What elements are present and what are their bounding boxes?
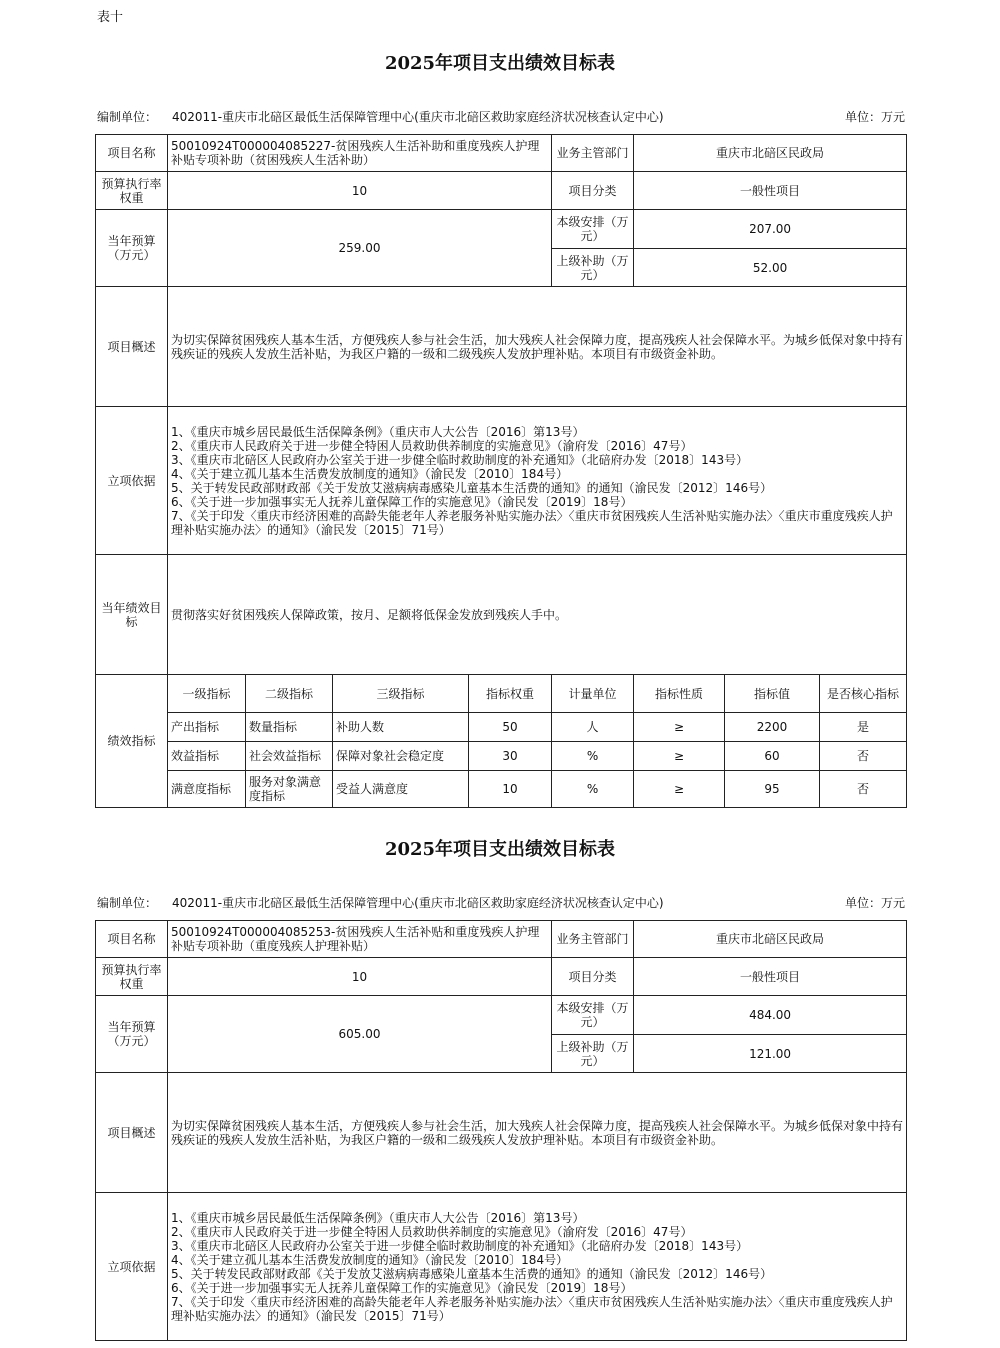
basis-item: 6、《关于进一步加强事实无人抚养儿童保障工作的实施意见》（渝民发〔2019〕18号） (171, 1280, 633, 1295)
performance-table-2 (95, 920, 907, 1341)
indicator-cell: 10 (469, 771, 552, 808)
org-label: 编制单位： (97, 110, 158, 124)
overview-label: 项目概述 (96, 1073, 168, 1193)
indicator-cell: 50 (469, 713, 552, 742)
indicator-cell: 否 (820, 742, 907, 771)
upper-value: 52.00 (634, 249, 907, 287)
basis-list (168, 407, 907, 555)
indicator-cell: 人 (552, 713, 634, 742)
category-label: 项目分类 (552, 172, 634, 210)
local-label: 本级安排（万元） (552, 210, 634, 249)
table-number-label: 表十 (97, 10, 124, 25)
basis-item: 4、《关于建立孤儿基本生活费发放制度的通知》（渝民发〔2010〕184号） (171, 466, 569, 481)
goal-label: 当年绩效目标 (96, 555, 168, 675)
indicator-cell: 2200 (725, 713, 820, 742)
basis-item: 2、《重庆市人民政府关于进一步健全特困人员救助供养制度的实施意见》（渝府发〔2016〕47号） (171, 438, 693, 453)
upper-label: 上级补助（万元） (552, 1035, 634, 1073)
local-value: 484.00 (634, 996, 907, 1035)
project-name-label: 项目名称 (96, 135, 168, 172)
indicator-cell: 95 (725, 771, 820, 808)
indicator-header: 指标值 (725, 675, 820, 713)
indicator-cell: % (552, 742, 634, 771)
goal-text: 贯彻落实好贫困残疾人保障政策，按月、足额将低保金发放到残疾人手中。 (168, 555, 907, 675)
indicator-cell: 否 (820, 771, 907, 808)
local-label: 本级安排（万元） (552, 996, 634, 1035)
org-name: 402011-重庆市北碚区最低生活保障管理中心(重庆市北碚区救助家庭经济状况核查认定中心) (172, 896, 664, 910)
upper-label: 上级补助（万元） (552, 249, 634, 287)
basis-list (168, 1193, 907, 1341)
table-1-title: 2025年项目支出绩效目标表 (384, 53, 616, 74)
indicator-cell: 30 (469, 742, 552, 771)
indicator-cell: ≥ (634, 742, 725, 771)
exec-weight-label: 预算执行率权重 (96, 172, 168, 210)
basis-item: 2、《重庆市人民政府关于进一步健全特困人员救助供养制度的实施意见》（渝府发〔2016〕47号） (171, 1224, 693, 1239)
indicator-cell: ≥ (634, 771, 725, 808)
unit-label: 单位：万元 (844, 896, 905, 910)
org-label: 编制单位： (97, 896, 158, 910)
indicator-cell: 60 (725, 742, 820, 771)
basis-label: 立项依据 (96, 407, 168, 555)
category-value: 一般性项目 (634, 172, 907, 210)
basis-item: 6、《关于进一步加强事实无人抚养儿童保障工作的实施意见》（渝民发〔2019〕18号） (171, 494, 633, 509)
dept-label: 业务主管部门 (552, 921, 634, 958)
basis-item: 1、《重庆市城乡居民最低生活保障条例》（重庆市人大公告〔2016〕第13号） (171, 1210, 585, 1225)
category-label: 项目分类 (552, 958, 634, 996)
indicator-header: 二级指标 (246, 675, 333, 713)
basis-item: 5、关于转发民政部财政部《关于发放艾滋病病毒感染儿童基本生活费的通知》的通知（渝民发〔2012〕146号） (171, 1266, 773, 1281)
basis-item: 3、《重庆市北碚区人民政府办公室关于进一步健全临时救助制度的补充通知》（北碚府办发〔2018〕143号） (171, 452, 749, 467)
indicator-header: 指标权重 (469, 675, 552, 713)
indicator-row (96, 713, 907, 742)
exec-weight-value: 10 (168, 958, 552, 996)
indicator-cell: 服务对象满意度指标 (246, 771, 333, 808)
indicator-cell: % (552, 771, 634, 808)
indicator-header: 三级指标 (333, 675, 469, 713)
indicator-cell: 满意度指标 (168, 771, 246, 808)
indicator-cell: 数量指标 (246, 713, 333, 742)
unit-label: 单位：万元 (844, 110, 905, 124)
upper-value: 121.00 (634, 1035, 907, 1073)
budget-label: 当年预算（万元） (96, 996, 168, 1073)
dept-value: 重庆市北碚区民政局 (634, 135, 907, 172)
basis-item: 5、关于转发民政部财政部《关于发放艾滋病病毒感染儿童基本生活费的通知》的通知（渝民发〔2012〕146号） (171, 480, 773, 495)
indicator-cell: 效益指标 (168, 742, 246, 771)
overview-text: 为切实保障贫困残疾人基本生活，方便残疾人参与社会生活，加大残疾人社会保障力度，提高残疾人社会保障水平。为城乡低保对象中持有残疾证的残疾人发放生活补贴，为我区户籍的一级和二级残疾人发放护理补贴。本项目有市级资金补助。 (168, 287, 907, 407)
org-name: 402011-重庆市北碚区最低生活保障管理中心(重庆市北碚区救助家庭经济状况核查认定中心) (172, 110, 664, 124)
budget-value: 259.00 (168, 210, 552, 287)
project-name-label: 项目名称 (96, 921, 168, 958)
exec-weight-value: 10 (168, 172, 552, 210)
budget-value: 605.00 (168, 996, 552, 1073)
overview-label: 项目概述 (96, 287, 168, 407)
basis-item: 7、《关于印发〈重庆市经济困难的高龄失能老年人养老服务补贴实施办法〉〈重庆市贫困残疾人生活补贴实施办法〉〈重庆市重度残疾人护理补贴实施办法〉的通知》（渝民发〔2015〕71号） (171, 508, 893, 537)
indicator-cell: 是 (820, 713, 907, 742)
indicator-header: 计量单位 (552, 675, 634, 713)
dept-label: 业务主管部门 (552, 135, 634, 172)
budget-label: 当年预算（万元） (96, 210, 168, 287)
indicator-cell: 保障对象社会稳定度 (333, 742, 469, 771)
exec-weight-label: 预算执行率权重 (96, 958, 168, 996)
local-value: 207.00 (634, 210, 907, 249)
performance-table-1 (95, 134, 907, 808)
indicator-cell: 受益人满意度 (333, 771, 469, 808)
category-value: 一般性项目 (634, 958, 907, 996)
indicator-cell: ≥ (634, 713, 725, 742)
basis-item: 4、《关于建立孤儿基本生活费发放制度的通知》（渝民发〔2010〕184号） (171, 1252, 569, 1267)
indicator-header: 指标性质 (634, 675, 725, 713)
indicators-label: 绩效指标 (96, 675, 168, 808)
indicator-cell: 社会效益指标 (246, 742, 333, 771)
basis-label: 立项依据 (96, 1193, 168, 1341)
indicator-header: 一级指标 (168, 675, 246, 713)
overview-text: 为切实保障贫困残疾人基本生活，方便残疾人参与社会生活，加大残疾人社会保障力度，提高残疾人社会保障水平。为城乡低保对象中持有残疾证的残疾人发放生活补贴，为我区户籍的一级和二级残疾人发放护理补贴。本项目有市级资金补助。 (168, 1073, 907, 1193)
indicator-cell: 产出指标 (168, 713, 246, 742)
basis-item: 1、《重庆市城乡居民最低生活保障条例》（重庆市人大公告〔2016〕第13号） (171, 424, 585, 439)
dept-value: 重庆市北碚区民政局 (634, 921, 907, 958)
indicator-cell: 补助人数 (333, 713, 469, 742)
indicator-header: 是否核心指标 (820, 675, 907, 713)
indicator-row (96, 742, 907, 771)
project-name-value: 50010924T000004085227-贫困残疾人生活补助和重度残疾人护理补贴专项补助（贫困残疾人生活补助） (168, 135, 552, 172)
project-name-value: 50010924T000004085253-贫困残疾人生活补贴和重度残疾人护理补贴专项补助（重度残疾人护理补贴） (168, 921, 552, 958)
indicator-row (96, 771, 907, 808)
table-2-title: 2025年项目支出绩效目标表 (384, 839, 616, 860)
basis-item: 7、《关于印发〈重庆市经济困难的高龄失能老年人养老服务补贴实施办法〉〈重庆市贫困残疾人生活补贴实施办法〉〈重庆市重度残疾人护理补贴实施办法〉的通知》（渝民发〔2015〕71号） (171, 1294, 893, 1323)
basis-item: 3、《重庆市北碚区人民政府办公室关于进一步健全临时救助制度的补充通知》（北碚府办发〔2018〕143号） (171, 1238, 749, 1253)
